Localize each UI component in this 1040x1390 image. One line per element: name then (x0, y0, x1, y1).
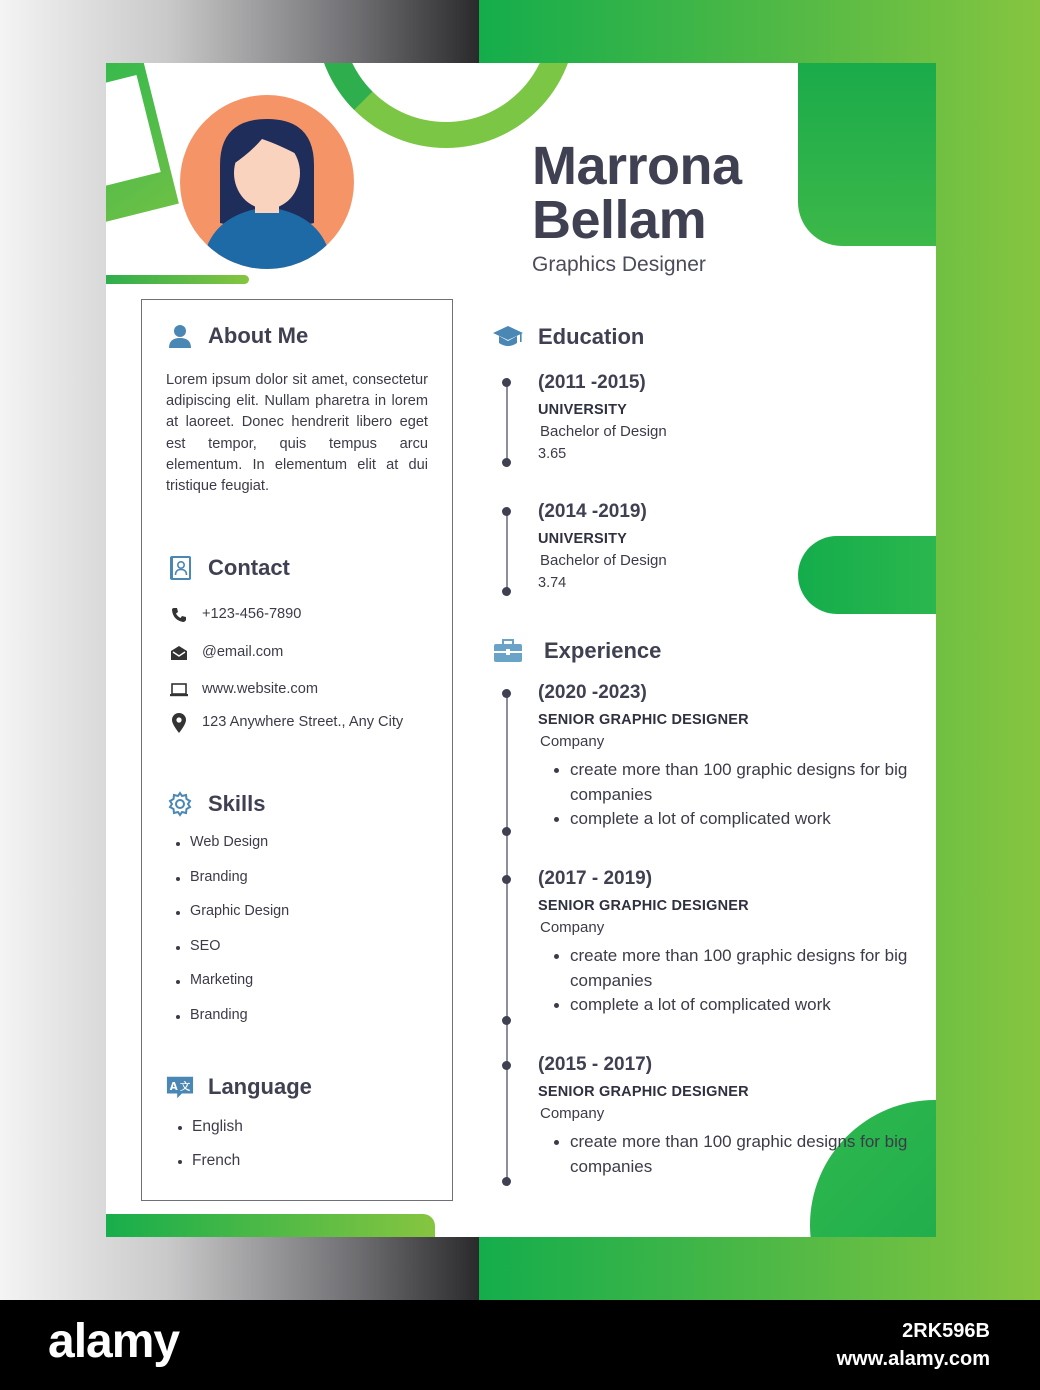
stock-footer (0, 1300, 1040, 1390)
first-name: Marrona (532, 136, 742, 196)
language-section-title (166, 1073, 312, 1101)
entry-years: (2017 - 2019) (538, 868, 653, 889)
contact-website[interactable] (168, 679, 422, 701)
timeline-dot (502, 1061, 511, 1070)
skills-list (174, 834, 289, 1023)
contact-book-icon (166, 554, 194, 582)
timeline-dot (502, 1016, 511, 1025)
name-heading (532, 136, 742, 250)
entry-gpa: 3.65 (538, 446, 567, 462)
stock-logo: alamy (48, 1315, 180, 1368)
contact-email[interactable] (168, 642, 422, 664)
about-section-title (166, 322, 308, 350)
person-icon (166, 322, 194, 350)
job-title: Graphics Designer (532, 253, 706, 276)
timeline-dot (502, 507, 511, 516)
skills-section-title (166, 790, 265, 818)
last-name: Bellam (532, 190, 707, 250)
entry-years: (2015 - 2017) (538, 1054, 653, 1075)
deco-top-line (106, 275, 249, 284)
stock-url[interactable]: www.alamy.com (836, 1348, 990, 1370)
svg-text:文: 文 (180, 1080, 191, 1093)
timeline-dot (502, 458, 511, 467)
laptop-icon (168, 679, 190, 701)
gear-icon (166, 790, 194, 818)
education-section-title (492, 323, 644, 351)
envelope-icon (168, 642, 190, 664)
timeline-line (506, 693, 508, 1183)
education-entry (538, 501, 667, 591)
experience-entry (538, 1054, 912, 1179)
experience-title-text: Experience (544, 638, 662, 663)
entry-bullet: create more than 100 graphic designs for big companies (552, 944, 912, 993)
sidebar-panel (141, 299, 453, 1201)
skill-item: Web Design (174, 834, 289, 850)
avatar-illustration-icon (180, 95, 354, 269)
resume-page (106, 63, 936, 1237)
entry-degree: Bachelor of Design (540, 423, 667, 440)
timeline-dot (502, 827, 511, 836)
experience-entry (538, 682, 912, 832)
briefcase-icon (492, 637, 524, 665)
timeline-dot (502, 689, 511, 698)
deco-right-pill (798, 536, 936, 614)
svg-text:A: A (169, 1080, 178, 1093)
phone-icon (168, 604, 190, 626)
skill-item: Marketing (174, 972, 289, 988)
deco-bottom-line (106, 1214, 435, 1237)
entry-position: SENIOR GRAPHIC DESIGNER (538, 1084, 749, 1100)
timeline-dot (502, 1177, 511, 1186)
contact-address (168, 712, 422, 734)
deco-rotated-frame (106, 63, 179, 228)
entry-years: (2020 -2023) (538, 682, 647, 703)
graduation-cap-icon (492, 323, 524, 351)
about-title-text: About Me (208, 323, 309, 348)
entry-company: Company (540, 919, 605, 936)
education-title-text: Education (538, 324, 645, 349)
education-entry (538, 372, 667, 462)
entry-bullets (552, 1130, 912, 1179)
avatar (180, 95, 354, 269)
entry-bullet: complete a lot of complicated work (552, 993, 912, 1018)
entry-bullet: complete a lot of complicated work (552, 807, 912, 832)
language-item: French (176, 1152, 243, 1170)
image-id: 2RK596B (902, 1320, 990, 1342)
location-pin-icon (168, 712, 190, 734)
phone-text: +123-456-7890 (202, 606, 302, 622)
contact-title-text: Contact (208, 555, 290, 580)
language-title-text: Language (208, 1074, 312, 1099)
entry-years: (2014 -2019) (538, 501, 647, 522)
entry-years: (2011 -2015) (538, 372, 646, 393)
experience-section-title (492, 637, 661, 665)
entry-company: Company (540, 733, 605, 750)
address-text: 123 Anywhere Street., Any City (202, 714, 404, 730)
entry-company: Company (540, 1105, 605, 1122)
entry-org: UNIVERSITY (538, 531, 628, 547)
skill-item: Branding (174, 869, 289, 885)
about-text: Lorem ipsum dolor sit amet, consectetur adipiscing elit. Nullam pharetra in lorem at laoreet. Donec hendrerit libero eget est tempor, quis tempus arcu elementum. In elementum elit at dui tristique feugiat. (166, 372, 428, 495)
entry-position: SENIOR GRAPHIC DESIGNER (538, 898, 749, 914)
language-list (176, 1118, 243, 1170)
language-item: English (176, 1118, 243, 1136)
skill-item: Graphic Design (174, 903, 289, 919)
entry-bullets (552, 758, 912, 832)
entry-position: SENIOR GRAPHIC DESIGNER (538, 712, 749, 728)
entry-bullet: create more than 100 graphic designs for big companies (552, 758, 912, 807)
timeline-dot (502, 587, 511, 596)
timeline-line (506, 511, 508, 593)
contact-section-title (166, 554, 290, 582)
timeline-line (506, 383, 508, 463)
experience-entry (538, 868, 912, 1018)
contact-phone[interactable] (168, 604, 422, 626)
deco-top-right-block (798, 63, 936, 246)
skill-item: SEO (174, 938, 289, 954)
email-text: @email.com (202, 644, 284, 660)
entry-bullet: create more than 100 graphic designs for big companies (552, 1130, 912, 1179)
website-text: www.website.com (202, 681, 318, 697)
skills-title-text: Skills (208, 791, 266, 816)
skill-item: Branding (174, 1007, 289, 1023)
entry-org: UNIVERSITY (538, 402, 628, 418)
timeline-dot (502, 378, 511, 387)
entry-gpa: 3.74 (538, 575, 567, 591)
timeline-dot (502, 875, 511, 884)
entry-bullets (552, 944, 912, 1018)
entry-degree: Bachelor of Design (540, 552, 667, 569)
translate-icon (166, 1073, 194, 1101)
